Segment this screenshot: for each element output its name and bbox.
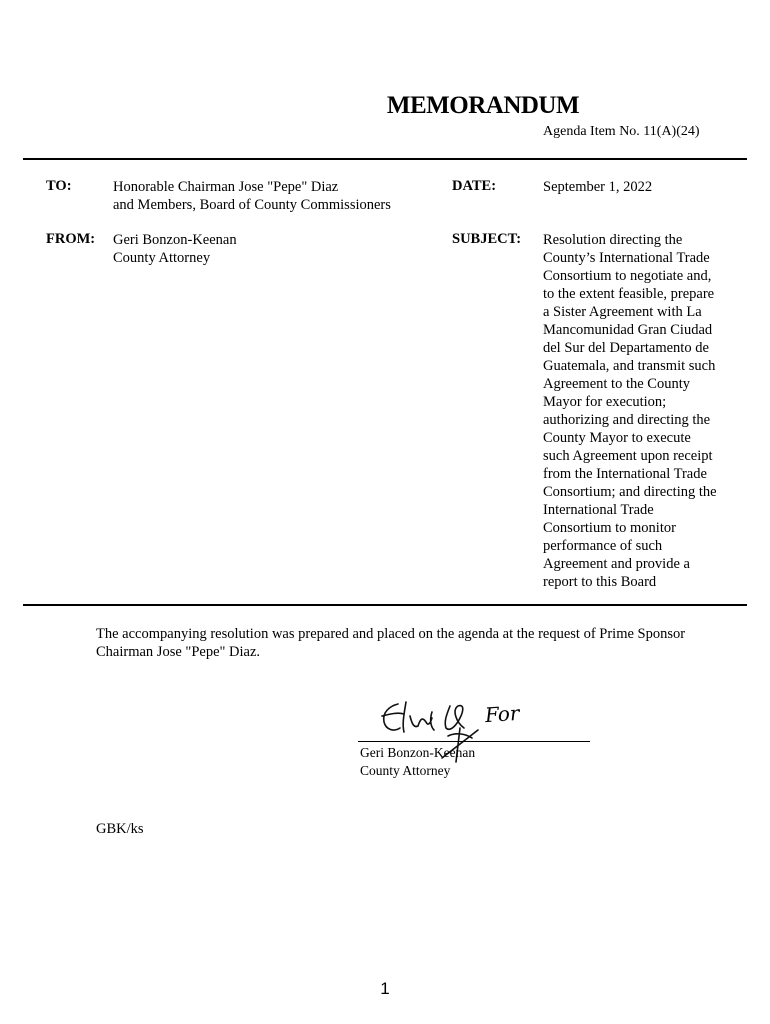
subject-line: Consortium; and directing the [543,484,717,500]
subject-line: a Sister Agreement with La [543,304,702,320]
subject-line: Mancomunidad Gran Ciudad [543,322,713,338]
subject-line: del Sur del Departamento de [543,340,709,356]
to-line-2: and Members, Board of County Commissioners [113,197,391,213]
page-number: 1 [380,979,390,998]
signature-for-text: For [484,700,521,728]
from-line-1: Geri Bonzon-Keenan [113,232,237,248]
subject-line: Mayor for execution; [543,394,667,410]
memo-title: MEMORANDUM [386,92,580,119]
from-sender [113,231,237,267]
subject-line: International Trade [543,502,654,518]
from-label: FROM: [46,231,96,247]
subject-line: Guatemala, and transmit such [543,358,716,374]
subject-divider [23,604,747,606]
subject-line: Agreement and provide a [543,556,690,572]
to-recipient [113,178,391,214]
from-line-2: County Attorney [113,250,211,266]
subject-line: performance of such [543,538,663,554]
header-divider [23,158,747,160]
signatory-name: Geri Bonzon-Keenan [360,745,476,760]
date-label: DATE: [452,178,497,194]
subject-line: to the extent feasible, prepare [543,286,715,302]
body-paragraph: The accompanying resolution was prepared and placed on the agenda at the request of Prime Sponsor Chairman Jose "Pepe" Diaz. [96,626,686,660]
subject-line: Consortium to monitor [543,520,676,536]
subject-line: authorizing and directing the [543,412,711,428]
subject-line: such Agreement upon receipt [543,448,713,464]
subject-line: from the International Trade [543,466,707,482]
subject-text [543,231,743,591]
to-line-1: Honorable Chairman Jose "Pepe" Diaz [113,179,339,195]
subject-line: Agreement to the County [543,376,690,392]
subject-line: Consortium to negotiate and, [543,268,712,284]
date-value: September 1, 2022 [543,179,653,195]
signatory-title: County Attorney [360,763,451,778]
subject-line: report to this Board [543,574,657,590]
subject-label: SUBJECT: [452,231,522,247]
subject-line: County’s International Trade [543,250,710,266]
subject-line: County Mayor to execute [543,430,691,446]
agenda-item-number: Agenda Item No. 11(A)(24) [543,124,700,139]
to-label: TO: [46,178,72,194]
subject-line: Resolution directing the [543,232,683,248]
typist-initials: GBK/ks [96,821,144,837]
signature-block [360,744,475,780]
signature-line [358,741,590,742]
